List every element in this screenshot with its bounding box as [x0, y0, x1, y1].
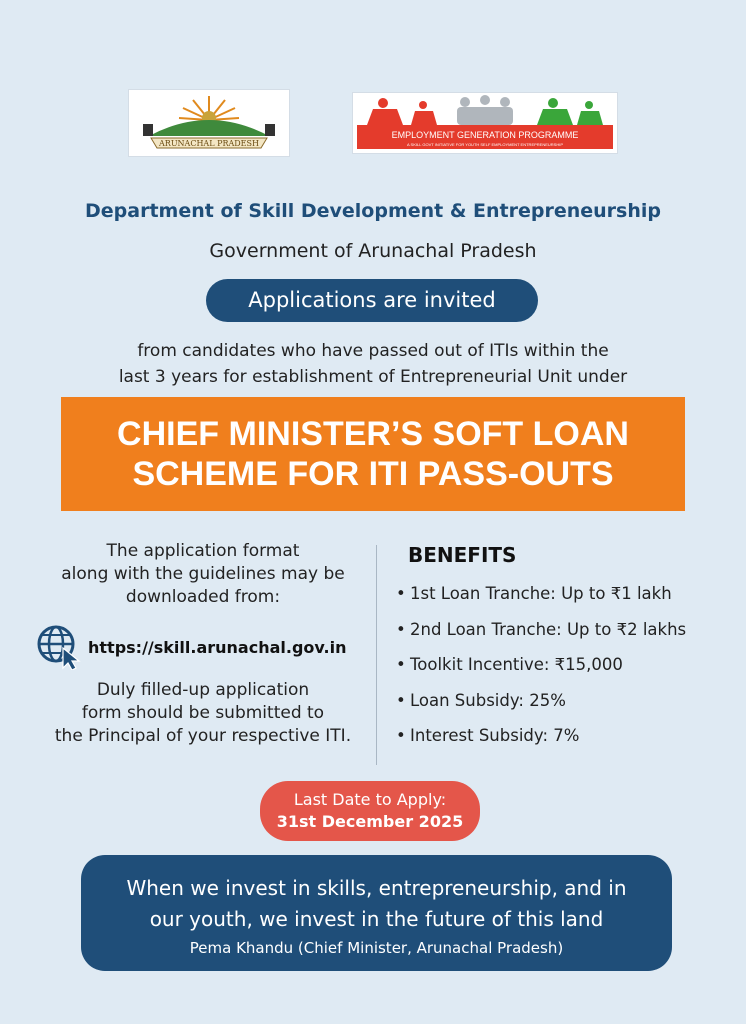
- intro-text: [40, 338, 706, 390]
- benefits-list: [396, 584, 686, 762]
- benefit-text: 2nd Loan Tranche: Up to ₹2 lakhs: [410, 619, 687, 639]
- applications-invited-pill: Applications are invited: [206, 279, 538, 322]
- benefit-item: [396, 655, 686, 691]
- website-url-link[interactable]: https://skill.arunachal.gov.in: [88, 637, 347, 657]
- deadline-label: Last Date to Apply:: [293, 790, 447, 809]
- application-line-1: The application format: [106, 541, 300, 561]
- logo-left-text: ARUNACHAL PRADESH: [159, 139, 259, 148]
- scheme-banner: [61, 397, 685, 511]
- benefit-item: [396, 584, 686, 620]
- logo-right-title: EMPLOYMENT GENERATION PROGRAMME: [391, 130, 579, 140]
- benefit-item: [396, 620, 686, 656]
- deadline-pill: [260, 781, 480, 841]
- quote-box: [81, 855, 672, 971]
- submission-line-1: Duly filled-up application: [96, 680, 310, 700]
- bullet-icon: •: [396, 655, 406, 674]
- benefit-text: Loan Subsidy: 25%: [410, 690, 566, 710]
- scheme-title-line-2: SCHEME FOR ITI PASS-OUTS: [132, 455, 614, 493]
- benefits-heading: BENEFITS: [408, 543, 517, 567]
- submission-instructions: [28, 679, 378, 748]
- intro-line-1: from candidates who have passed out of ITIs within the: [137, 341, 609, 361]
- bullet-icon: •: [396, 584, 406, 603]
- bullet-icon: •: [396, 726, 406, 745]
- application-line-2: along with the guidelines may be: [61, 564, 345, 584]
- website-link-row[interactable]: [36, 622, 381, 672]
- logo-right-subtitle: A SKILL GOVT INITIATIVE FOR YOUTH SELF EMPLOYMENT ENTREPRENEURSHIP: [406, 142, 564, 147]
- benefit-item: [396, 726, 686, 762]
- benefit-item: [396, 691, 686, 727]
- arunachal-pradesh-emblem-logo: [128, 89, 290, 157]
- submission-line-2: form should be submitted to: [81, 703, 325, 723]
- application-line-3: downloaded from:: [125, 587, 281, 607]
- bullet-icon: •: [396, 690, 406, 710]
- benefit-text: Toolkit Incentive: ₹15,000: [410, 655, 623, 674]
- bullet-icon: •: [396, 619, 406, 639]
- globe-cursor-icon: [36, 624, 82, 670]
- scheme-title-line-1: CHIEF MINISTER’S SOFT LOAN: [117, 415, 629, 453]
- quote-text: [81, 873, 672, 935]
- benefit-text: 1st Loan Tranche: Up to ₹1 lakh: [410, 584, 672, 603]
- column-divider: [376, 545, 377, 765]
- submission-line-3: the Principal of your respective ITI.: [54, 726, 352, 746]
- quote-author: Pema Khandu (Chief Minister, Arunachal Pradesh): [189, 939, 564, 957]
- department-title: Department of Skill Development & Entrepreneurship: [85, 200, 661, 222]
- application-format-text: [28, 540, 378, 609]
- government-subtitle: Government of Arunachal Pradesh: [209, 240, 537, 262]
- employment-generation-programme-logo: [352, 92, 618, 154]
- deadline-date: 31st December 2025: [276, 812, 464, 831]
- quote-line-1: When we invest in skills, entrepreneurship, and in: [126, 876, 627, 900]
- intro-line-2: last 3 years for establishment of Entrepreneurial Unit under: [118, 367, 628, 387]
- benefit-text: Interest Subsidy: 7%: [410, 726, 580, 745]
- quote-line-2: our youth, we invest in the future of this land: [149, 907, 604, 931]
